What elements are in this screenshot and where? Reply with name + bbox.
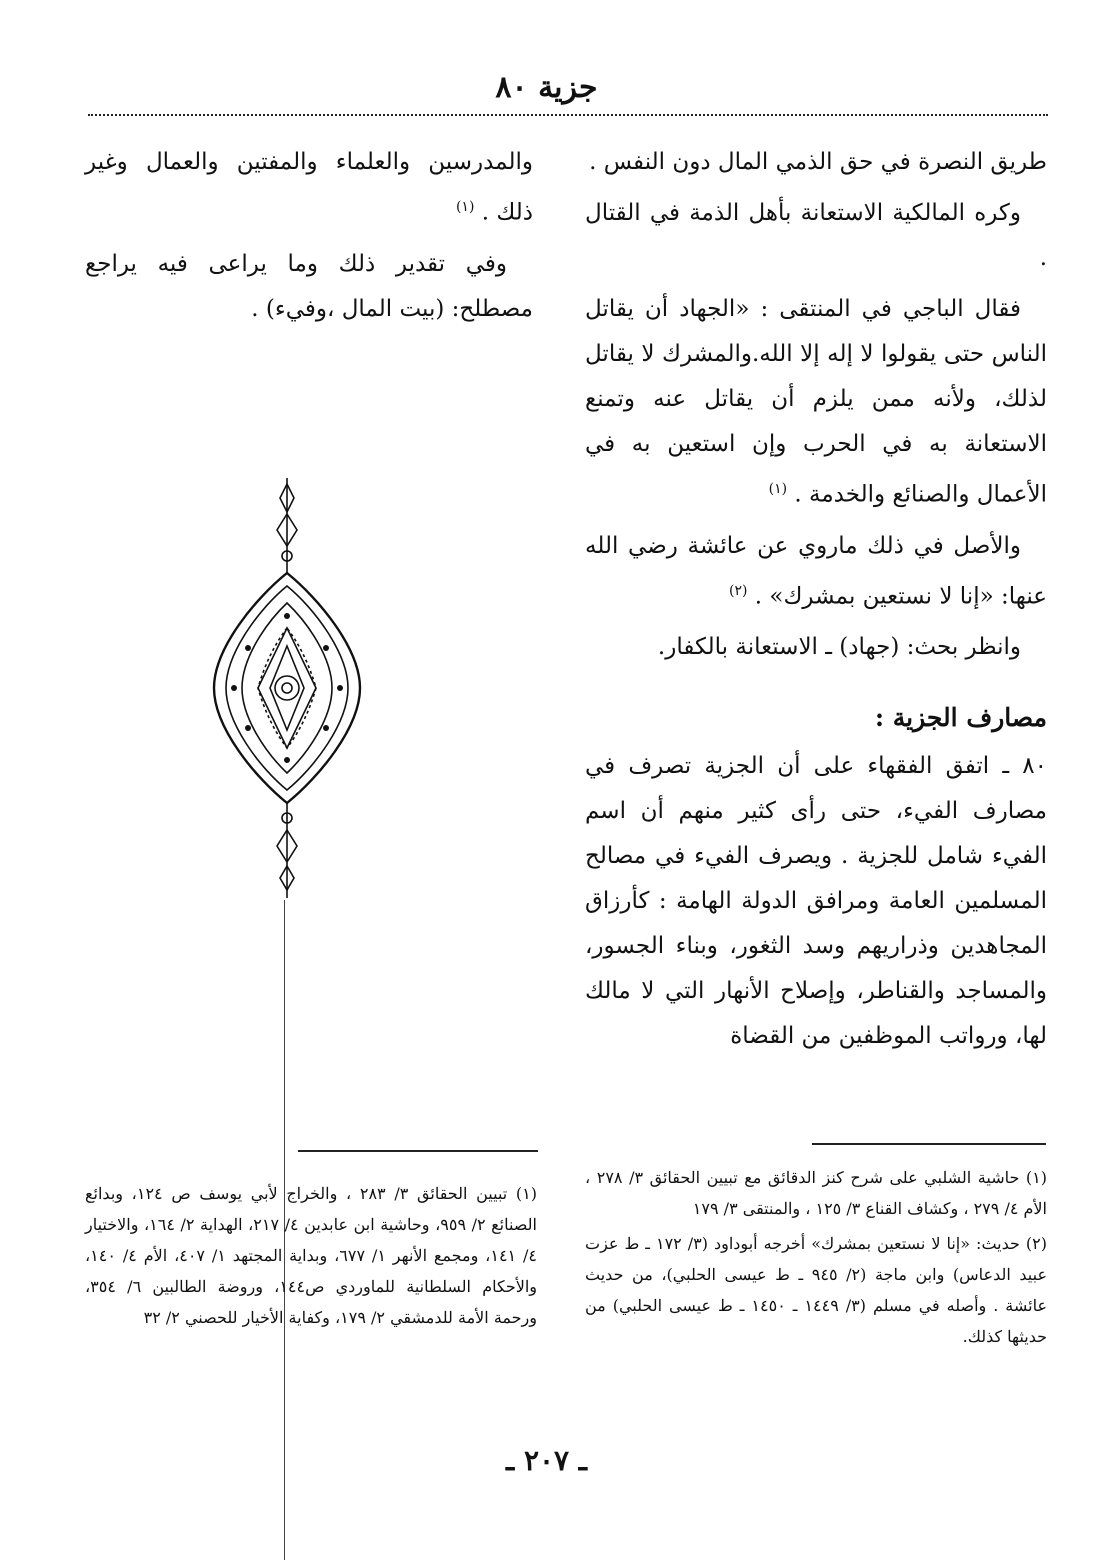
decorative-ornament-icon <box>208 478 366 898</box>
footnote-ref-1[interactable]: (١) <box>768 481 788 497</box>
footnotes-left <box>85 1178 537 1337</box>
paragraph-1: طريق النصرة في حق الذمي المال دون النفس . <box>589 149 1047 175</box>
right-text-column <box>585 140 1047 1065</box>
footnote-ref-2[interactable]: (٢) <box>729 582 748 599</box>
paragraph-3 <box>585 287 1047 518</box>
left-paragraph-1 <box>85 140 533 236</box>
page-number: ـ ٢٠٧ ـ <box>505 1444 588 1477</box>
header-dotted-divider <box>88 114 1048 116</box>
left-footnote-ref-1[interactable]: (١) <box>455 199 475 215</box>
footnotes-right <box>585 1162 1047 1356</box>
page-header-title: جزية ٨٠ <box>495 70 598 105</box>
paragraph-3-text: فقال الباجي في المنتقى : «الجهاد أن يقاتل الناس حتى يقولوا لا إله إلا الله.والمشرك لا يقاتل لذلك، ولأنه ممن يلزم أن يقاتل عنه وتمنع الاستعانة به في الحرب وإن استعين به في الأعمال والصنائع والخدمة . <box>585 296 1047 508</box>
footnote-divider-left <box>298 1150 538 1152</box>
paragraph-5: وانظر بحث: (جهاد) ـ الاستعانة بالكفار. <box>657 634 1021 661</box>
footnote-right-1: (١) حاشية الشلبي على شرح كنز الدقائق مع تبيين الحقائق ٣/ ٢٧٨ ، الأم ٤/ ٢٧٩ ، وكشاف القناع ٣/ ١٢٥ ، والمنتقى ٣/ ١٧٩ <box>585 1168 1048 1218</box>
section-heading: مصارف الجزية : <box>874 703 1047 733</box>
footnote-left-1: (١) تبيين الحقائق ٣/ ٢٨٣ ، والخراج لأبي يوسف ص ١٢٤، وبدائع الصنائع ٢/ ٩٥٩، وحاشية ابن عابدين ٤/ ٢١٧، الهداية ٢/ ١٦٤، والاختيار ٤/ ١٤١، ومجمع الأنهر ١/ ٦٧٧، وبداية المجتهد ١/ ٤٠٧، الأم ٤/ ١٤٠، والأحكام السلطانية للماوردي ص١٤٤، وروضة الطالبين ٦/ ٣٥٤، ورحمة الأمة للدمشقي ٢/ ١٧٩، وكفاية الأخيار للحصني ٢/ ٣٢ <box>85 1184 538 1327</box>
left-paragraph-1-text: والمدرسين والعلماء والمفتين والعمال وغير ذلك . <box>85 149 533 226</box>
paragraph-6: ٨٠ ـ اتفق الفقهاء على أن الجزية تصرف في مصارف الفيء، حتى رأى كثير منهم أن اسم الفيء شامل للجزية . ويصرف الفيء في مصالح المسلمين العامة ومرافق الدولة الهامة : كأرزاق المجاهدين وذراريهم وسد الثغور، وبناء الجسور، والمساجد والقناطر، وإصلاح الأنهار التي لا مالك لها، ورواتب الموظفين من القضاة <box>585 753 1047 1050</box>
footnote-right-2: (٢) حديث: «إنا لا نستعين بمشرك» أخرجه أبوداود (٣/ ١٧٢ ـ ط عزت عبيد الدعاس) وابن ماجة (٢/ ٩٤٥ ـ ط عيسى الحلبي)، من حديث عائشة . وأصله في مسلم (٣/ ١٤٤٩ ـ ١٤٥٠ ـ ط عيسى الحلبي) من حديثها كذلك. <box>585 1234 1048 1346</box>
left-paragraph-2: وفي تقدير ذلك وما يراعى فيه يراجع مصطلح: (بيت المال ،وفيء) . <box>85 250 533 322</box>
paragraph-4-text: والأصل في ذلك ماروي عن عائشة رضي الله عنها: «إنا لا نستعين بمشرك» . <box>585 532 1047 610</box>
paragraph-4 <box>585 524 1047 620</box>
paragraph-2: وكره المالكية الاستعانة بأهل الذمة في القتال . <box>585 200 1047 271</box>
footnote-divider-right <box>812 1143 1046 1145</box>
left-text-column <box>85 140 533 338</box>
